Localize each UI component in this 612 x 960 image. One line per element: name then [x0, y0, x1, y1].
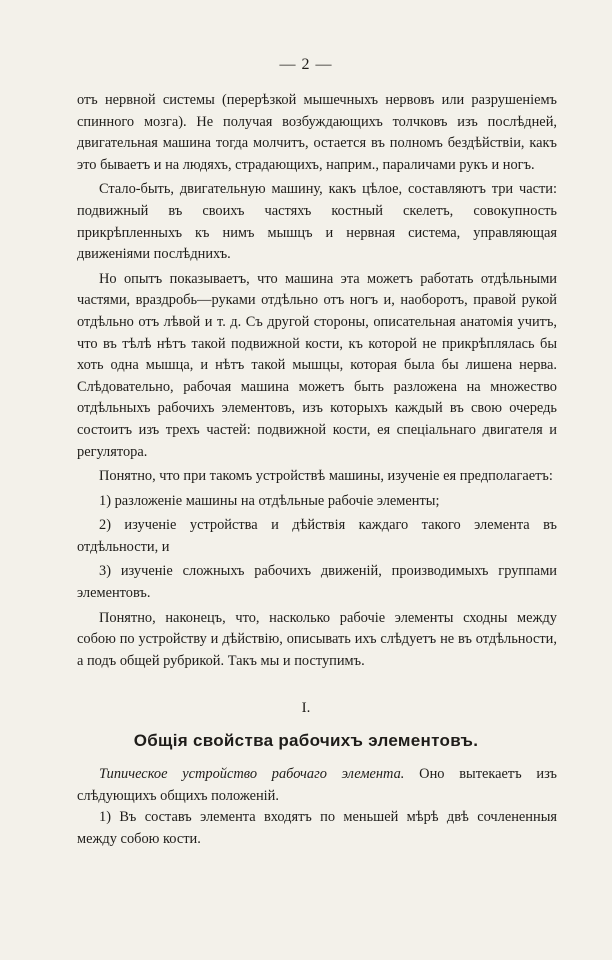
section-intro-text: Оно вытекаетъ изъ слѣдующихъ общихъ положеній. — [77, 766, 557, 804]
section-body — [77, 764, 557, 850]
paragraph: Стало-быть, двигательную машину, какъ цѣлое, составляютъ три части: подвижный въ своихъ частяхъ костный скелетъ, совокупность прикрѣпленныхъ къ нимъ мышцъ и нервная система, управляющая движеніями послѣднихъ. — [77, 181, 557, 263]
paragraph: Понятно, что при такомъ устройствѣ машины, изученіе ея предполагаетъ: — [99, 468, 553, 485]
section-intro-heading: Типическое устройство рабочаго элемента. — [99, 766, 405, 782]
body-text — [77, 90, 557, 672]
section-numeral: I. — [301, 700, 311, 716]
page-number: — 2 — — [279, 56, 333, 73]
list-item: 3) изученіе сложныхъ рабочихъ движеній, производимыхъ группами элементовъ. — [77, 563, 557, 602]
list-item: 1) Въ составъ элемента входятъ по меньшей мѣрѣ двѣ сочлененныя между собою кости. — [77, 809, 557, 847]
section-title: Общія свойства рабочихъ элементовъ. — [133, 731, 479, 750]
paragraph: Но опытъ показываетъ, что машина эта можетъ работать отдѣльными частями, враздробь—руками отдѣльно отъ ногъ и, наоборотъ, правой рукой отдѣльно отъ лѣвой и т. д. Съ другой стороны, описательная анатомія учитъ, что въ тѣлѣ нѣтъ такой подвижной кости, къ которой не прикрѣплялась бы хоть одна мышца, и нѣтъ такой мышцы, которая была бы лишена нерва. Слѣдовательно, рабочая машина можетъ быть разложена на множество отдѣльныхъ рабочихъ элементовъ, изъ которыхъ каждый въ свою очередь состоитъ изъ трехъ частей: подвижной кости, ея спеціальнаго двигателя и регулятора. — [77, 270, 557, 460]
list-item: 1) разложеніе машины на отдѣльные рабочіе элементы; — [99, 492, 440, 509]
paragraph: Понятно, наконецъ, что, насколько рабочіе элементы сходны между собою по устройству и дѣйствію, описывать ихъ слѣдуетъ не въ отдѣльности, а подъ общей рубрикой. Такъ мы и поступимъ. — [77, 609, 557, 669]
paragraph: отъ нервной системы (перерѣзкой мышечныхъ нервовъ или разрушеніемъ спинного мозга). Не получая возбуждающихъ толчковъ изъ послѣдней, двигательная машина тогда молчитъ, остается въ полномъ бездѣйствіи, какъ это бываетъ и на людяхъ, страдающихъ, наприм., параличами рукъ и ногъ. — [77, 92, 557, 173]
list-item: 2) изученіе устройства и дѣйствія каждаго такого элемента въ отдѣльности, и — [77, 517, 557, 555]
section-intro — [77, 764, 557, 807]
